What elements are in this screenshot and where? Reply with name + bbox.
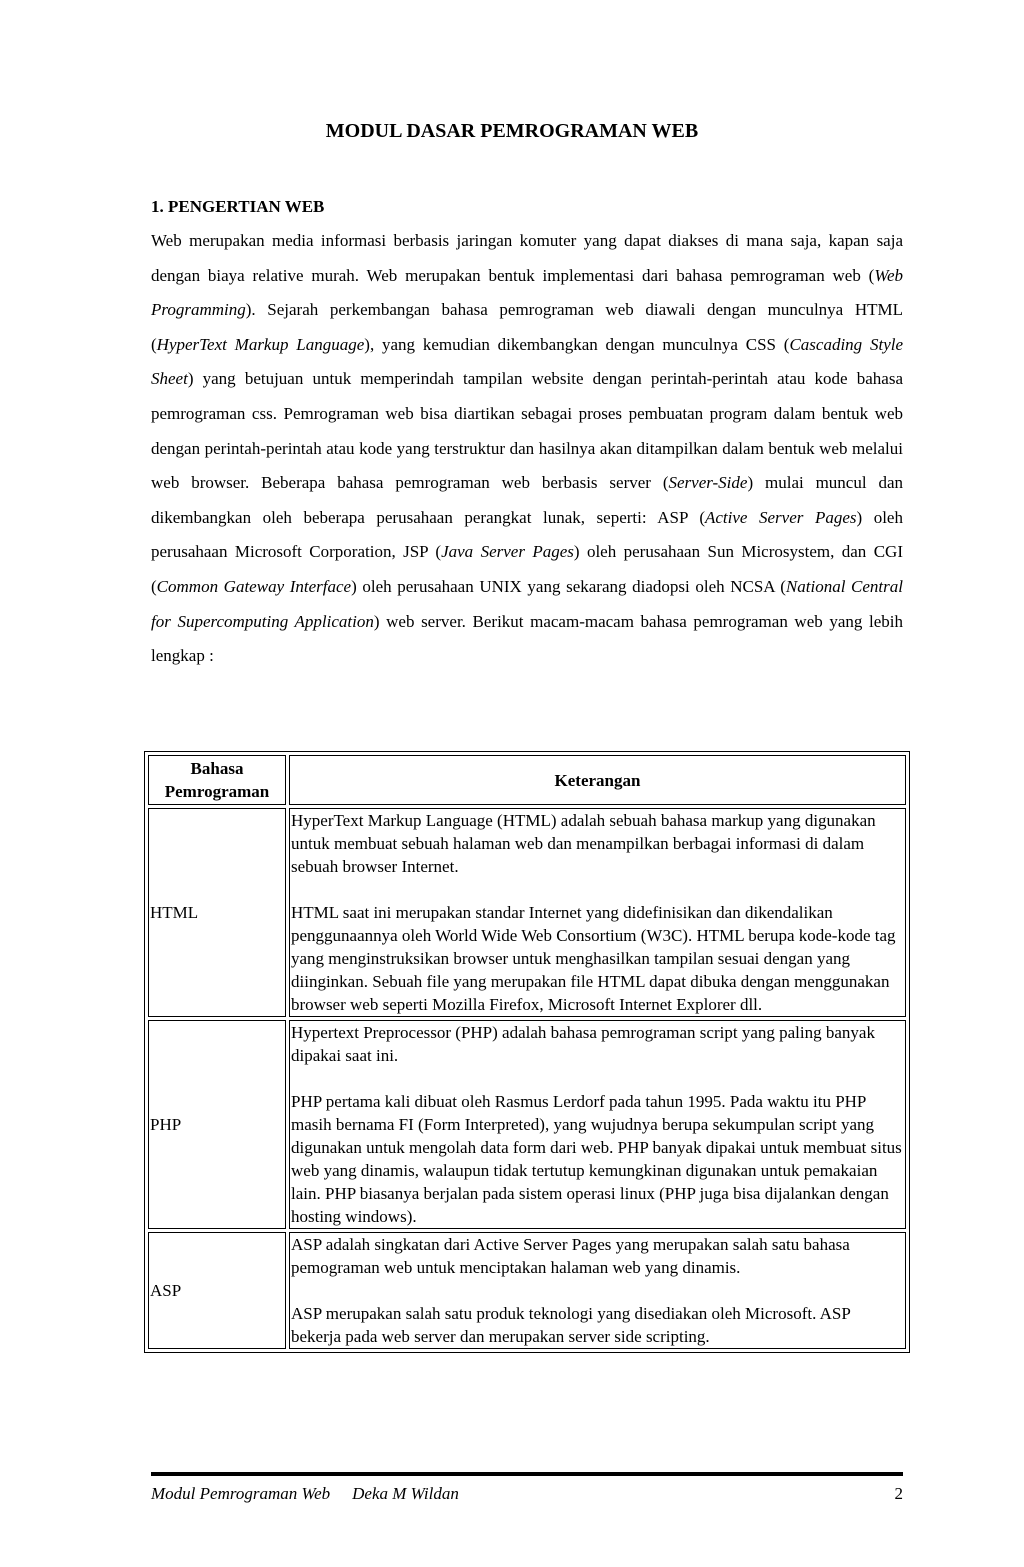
paragraph-text: ) oleh perusahaan Sun Microsystem, dan CGI (	[151, 542, 903, 596]
description-paragraph: PHP pertama kali dibuat oleh Rasmus Lerdorf pada tahun 1995. Pada waktu itu PHP masih bernama FI (Form Interpreted), yang wujudnya berupa sekumpulan script yang digunakan untuk mengolah data form dari web. PHP banyak dipakai untuk membuat situs web yang dinamis, walaupun tidak tertutup kemungkinan digunakan untuk pemakaian lain. PHP biasanya berjalan pada sistem operasi linux (PHP juga bisa dijalankan dengan hosting windows).	[291, 1092, 902, 1226]
table-row	[148, 808, 906, 1017]
description-paragraph: ASP merupakan salah satu produk teknologi yang disediakan oleh Microsoft. ASP bekerja pada web server dan merupakan server side scripting.	[291, 1304, 851, 1346]
page-number: 2	[894, 1484, 903, 1503]
document-title: MODUL DASAR PEMROGRAMAN WEB	[325, 120, 699, 142]
language-name: ASP	[148, 1232, 286, 1349]
language-description	[289, 808, 906, 1017]
paragraph-italic-text: Web Programming	[151, 265, 903, 320]
footer-divider	[151, 1472, 903, 1476]
language-name: HTML	[148, 808, 286, 1017]
language-description	[289, 1020, 906, 1229]
paragraph-text: ) oleh perusahaan UNIX yang sekarang diadopsi oleh NCSA (	[351, 576, 786, 596]
language-table	[144, 751, 910, 1353]
header-bahasa-pemrograman: Bahasa Pemrograman	[148, 755, 286, 805]
language-table-wrapper	[144, 751, 910, 1353]
paragraph-text: Web merupakan media informasi berbasis jaringan komuter yang dapat diakses di mana saja, kapan saja dengan biaya relative murah. Web merupakan bentuk implementasi dari bahasa pemrograman web (	[151, 231, 903, 285]
paragraph-text: ) mulai muncul dan dikembangkan oleh beberapa perusahaan perangkat lunak, seperti: ASP (	[151, 473, 903, 527]
paragraph-italic-text: National Central for Supercomputing Application	[151, 576, 903, 631]
footer-info	[151, 1484, 459, 1504]
footer-author: Deka M Wildan	[352, 1484, 459, 1503]
table-row	[148, 1232, 906, 1349]
paragraph-text: ) oleh perusahaan Microsoft Corporation, JSP (	[151, 507, 903, 562]
paragraph-italic-text: Java Server Pages	[441, 542, 574, 562]
description-paragraph: HyperText Markup Language (HTML) adalah sebuah bahasa markup yang digunakan untuk membuat sebuah halaman web dan menampilkan berbagai informasi di dalam sebuah browser Internet.	[291, 811, 876, 876]
paragraph-italic-text: Server-Side	[668, 473, 748, 493]
paragraph-text: ) yang betujuan untuk memperindah tampilan website dengan perintah-perintah atau kode bahasa pemrograman css. Pemrograman web bisa diartikan sebagai proses pembuatan program dalam bentuk web dengan perintah-perintah atau kode yang terstruktur dan hasilnya akan ditampilkan dalam bentuk web melalui web browser. Beberapa bahasa pemrograman web berbasis server (	[151, 369, 903, 493]
section-heading: 1. PENGERTIAN WEB	[151, 197, 325, 216]
language-description	[289, 1232, 906, 1349]
table-header-row	[148, 755, 906, 805]
paragraph-text: ). Sejarah perkembangan bahasa pemrograman web diawali dengan munculnya HTML (	[151, 300, 903, 354]
header-keterangan: Keterangan	[289, 755, 906, 805]
description-paragraph: Hypertext Preprocessor (PHP) adalah bahasa pemrograman script yang paling banyak dipakai saat ini.	[291, 1023, 875, 1065]
paragraph-text: ), yang kemudian dikembangkan dengan munculnya CSS (	[364, 334, 790, 354]
description-paragraph: ASP adalah singkatan dari Active Server Pages yang merupakan salah satu bahasa pemograman web untuk menciptakan halaman web yang dinamis.	[291, 1235, 850, 1277]
description-paragraph: HTML saat ini merupakan standar Internet yang didefinisikan dan dikendalikan penggunaannya oleh World Wide Web Consortium (W3C). HTML berupa kode-kode tag yang menginstruksikan browser untuk menghasilkan tampilan sesuai dengan yang diinginkan. Sebuah file yang merupakan file HTML dapat dibuka dengan menggunakan browser web seperti Mozilla Firefox, Microsoft Internet Explorer dll.	[291, 903, 896, 1014]
footer-module-title: Modul Pemrograman Web	[151, 1484, 331, 1503]
language-name: PHP	[148, 1020, 286, 1229]
paragraph-italic-text: Common Gateway Interface	[156, 576, 352, 596]
intro-paragraph	[151, 224, 903, 674]
paragraph-italic-text: Cascading Style Sheet	[151, 334, 904, 389]
paragraph-italic-text: Active Server Pages	[704, 507, 857, 527]
table-row	[148, 1020, 906, 1229]
paragraph-italic-text: HyperText Markup Language	[156, 334, 365, 354]
paragraph-text: ) web server. Berikut macam-macam bahasa pemrograman web yang lebih lengkap :	[151, 611, 903, 666]
